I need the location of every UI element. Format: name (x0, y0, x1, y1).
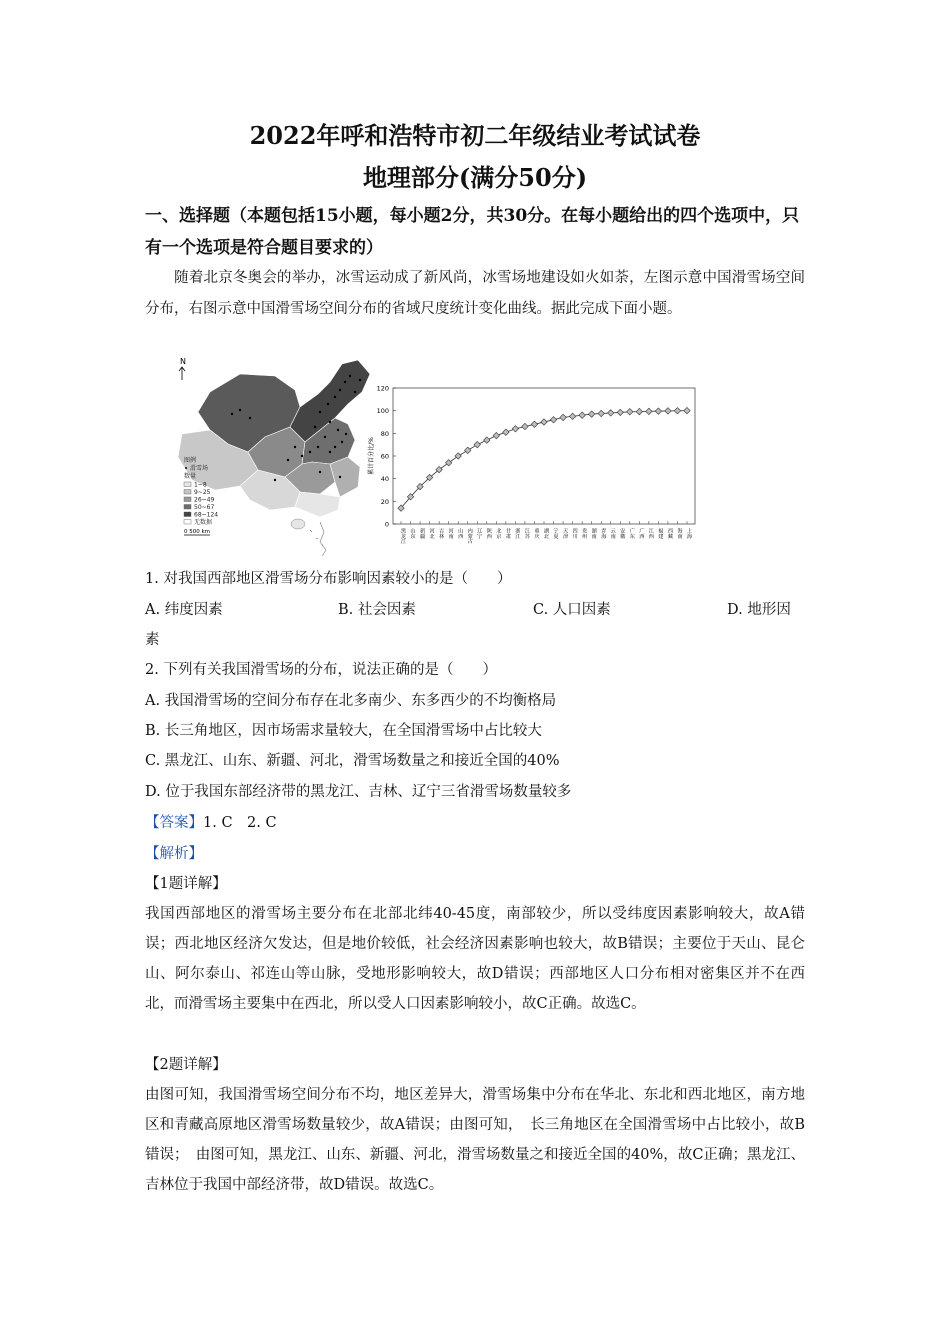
x-tick-label: 西藏 (666, 528, 673, 539)
detail1-text: 我国西部地区的滑雪场主要分布在北部北纬40-45度，南部较少，所以受纬度因素影响较大，故A错误；西北地区经济欠发达，但是地价较低，社会经济因素影响也较大，故B错误；主要位于天山、昆仑山、阿尔泰山、祁连山等山脉，受地形影响较大，故D错误；西部地区人口分布相对密集区并不在西北，而滑雪场主要集中在西北，所以受人口因素影响较小，故C正确。故选C。 (145, 906, 805, 1012)
x-tick-label: 浙江 (514, 528, 521, 539)
data-point (579, 412, 585, 418)
y-tick-label: 100 (376, 407, 389, 416)
answer-text: 1. C 2. C (203, 815, 277, 831)
x-tick-label: 辽宁 (476, 528, 483, 539)
answer-line (145, 808, 277, 838)
y-tick-label: 40 (380, 475, 389, 484)
intro-paragraph (145, 263, 805, 325)
legend-swatch (184, 512, 191, 517)
north-label: N (180, 357, 186, 366)
data-point (569, 413, 575, 419)
data-point (646, 408, 652, 414)
data-point (445, 460, 451, 466)
x-tick-label: 天津 (562, 528, 569, 539)
legend-swatch (184, 497, 191, 502)
legend-swatch (184, 490, 191, 495)
data-point (684, 407, 690, 413)
y-tick-label: 20 (380, 497, 389, 506)
x-tick-label: 江苏 (523, 528, 530, 539)
detail2-text: 由图可知，我国滑雪场空间分布不均，地区差异大，滑雪场集中分布在华北、东北和西北地区，南方地区和青藏高原地区滑雪场数量较少，故A错误；由图可知， 长三角地区在全国滑雪场中占比较小，故B错误； 由图可知，黑龙江、山东、新疆、河北，滑雪场数量之和接近全国的40%，故C正确；黑龙江、吉林位于我国中部经济带，故D错误。故选C。 (145, 1087, 805, 1193)
x-tick-label: 广东 (628, 528, 635, 539)
legend-point-label: 滑雪场 (190, 465, 209, 472)
y-tick-label: 80 (380, 429, 389, 438)
x-tick-label: 内蒙古 (466, 528, 473, 544)
x-tick-label: 福建 (657, 528, 664, 539)
x-tick-label: 新疆 (419, 528, 426, 539)
y-tick-label: 0 (384, 520, 389, 529)
legend-item-label: 1~8 (194, 481, 207, 489)
legend-count-label: 数量 (184, 473, 197, 480)
q1-option-d[interactable]: D. 地形因 (727, 602, 791, 618)
x-tick-label: 广西 (638, 528, 645, 539)
data-point (588, 411, 594, 417)
data-point (522, 423, 528, 429)
data-point (474, 441, 480, 447)
x-tick-label: 重庆 (533, 528, 540, 539)
data-point (493, 432, 499, 438)
x-tick-label: 陕西 (485, 528, 492, 539)
detail1-label: 【1题详解】 (145, 876, 227, 892)
y-axis-label: 累计百分比/% (368, 437, 375, 475)
data-point (560, 414, 566, 420)
data-point (531, 421, 537, 427)
q1-option-d-wrap: 素 (145, 632, 160, 648)
q2-stem: 2. 下列有关我国滑雪场的分布，说法正确的是（ ） (145, 662, 497, 678)
answer-label: 【答案】 (145, 815, 203, 831)
legend-swatch (184, 482, 191, 487)
x-tick-label: 四川 (571, 528, 578, 539)
intro-text: 随着北京冬奥会的举办，冰雪运动成了新风尚，冰雪场地建设如火如荼，左图示意中国滑雪场空间分布，右图示意中国滑雪场空间分布的省域尺度统计变化曲线。据此完成下面小题。 (145, 270, 805, 317)
x-tick-label: 湖南 (590, 528, 597, 539)
x-tick-label: 吉林 (438, 528, 445, 539)
legend-item-label: 无数据 (194, 518, 213, 526)
x-tick-label: 北京 (495, 528, 502, 539)
q1-option-c[interactable]: C. 人口因素 (533, 602, 611, 618)
section-heading: 一、选择题（本题包括15小题，每小题2分，共30分。在每小题给出的四个选项中，只有一个选项是符合题目要求的） (145, 206, 800, 258)
x-tick-label: 甘肃 (504, 528, 511, 539)
legend-item-label: 68~124 (194, 511, 219, 519)
legend-item-label: 50~67 (194, 503, 215, 511)
legend-item-label: 26~49 (194, 496, 215, 504)
x-tick-label: 青海 (600, 528, 607, 539)
x-tick-label: 上海 (686, 528, 692, 539)
data-point (636, 408, 642, 414)
data-point (465, 447, 471, 453)
q2-option-a[interactable]: A. 我国滑雪场的空间分布存在北多南少、东多西少的不均衡格局 (145, 693, 557, 709)
north-arrow-icon (179, 367, 185, 380)
legend-swatch (184, 520, 191, 525)
y-tick-label: 60 (380, 452, 389, 461)
data-point (598, 410, 604, 416)
data-point (541, 419, 547, 425)
x-tick-label: 宁夏 (552, 528, 559, 539)
scale-label: 0 500 km (184, 529, 211, 535)
y-tick-label: 120 (376, 384, 389, 393)
data-point (655, 408, 661, 414)
x-tick-label: 海南 (676, 528, 683, 539)
exam-subtitle: 地理部分(满分50分) (362, 163, 588, 192)
x-tick-label: 黑龙江 (400, 528, 406, 544)
q1-option-a[interactable]: A. 纬度因素 (145, 602, 223, 618)
data-point (484, 437, 490, 443)
x-tick-label: 山西 (457, 528, 464, 539)
q2-option-c[interactable]: C. 黑龙江、山东、新疆、河北，滑雪场数量之和接近全国的40% (145, 753, 560, 769)
data-point (550, 417, 556, 423)
figure (170, 352, 710, 557)
data-point (665, 408, 671, 414)
data-point (627, 409, 633, 415)
legend-swatch (184, 505, 191, 510)
data-point (512, 426, 518, 432)
x-tick-label: 河南 (447, 528, 454, 539)
x-tick-label: 河北 (428, 528, 435, 539)
cumulative-chart (365, 352, 705, 557)
exam-title: 2022年呼和浩特市初二年级结业考试试卷 (249, 121, 701, 150)
legend-title: 图例 (184, 457, 197, 464)
x-tick-label: 安徽 (619, 528, 626, 539)
map-regions (178, 360, 370, 556)
detail2-label: 【2题详解】 (145, 1057, 227, 1073)
legend-item-label: 9~25 (194, 488, 211, 496)
analysis-label: 【解析】 (145, 846, 203, 862)
x-tick-label: 云南 (609, 528, 616, 539)
data-point (608, 410, 614, 416)
q1-option-b[interactable]: B. 社会因素 (338, 602, 416, 618)
x-tick-label: 江西 (647, 528, 654, 539)
x-tick-label: 山东 (409, 528, 416, 539)
data-point (503, 429, 509, 435)
data-point (617, 409, 623, 415)
q1-options (145, 595, 805, 625)
data-point (455, 453, 461, 459)
data-point (674, 408, 680, 414)
q2-option-d[interactable]: D. 位于我国东部经济带的黑龙江、吉林、辽宁三省滑雪场数量较多 (145, 784, 572, 800)
q1-stem: 1. 对我国西部地区滑雪场分布影响因素较小的是（ ） (145, 571, 512, 587)
x-tick-label: 贵州 (581, 528, 588, 539)
q2-option-b[interactable]: B. 长三角地区，因市场需求量较大，在全国滑雪场中占比较大 (145, 723, 542, 739)
x-tick-label: 湖北 (543, 528, 549, 539)
plot-frame (393, 388, 695, 524)
